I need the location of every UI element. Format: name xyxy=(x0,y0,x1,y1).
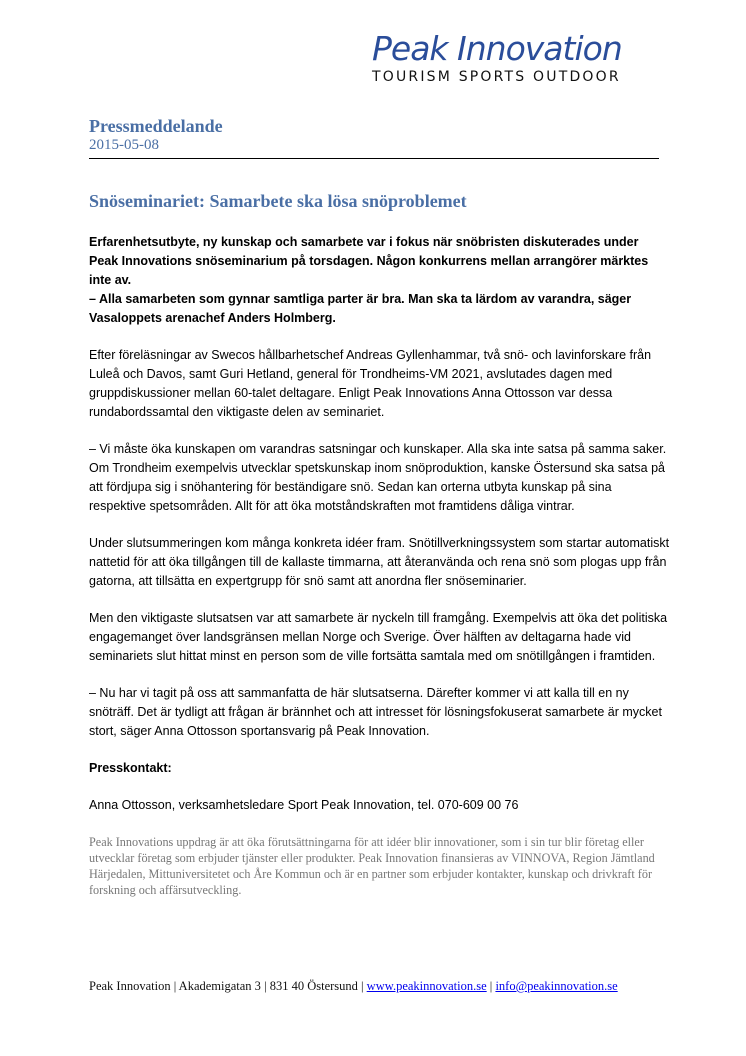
footer-address: Akademigatan 3 xyxy=(178,979,261,993)
paragraph: Under slutsummeringen kom många konkreta idéer fram. Snötillverkningssystem som startar automatiskt nattetid för att öka tillgången till de kallaste timmarna, att återanvända och rena snö som plogas upp från gatorna, att tillsätta en expertgrupp för snö samt att anordna fler snöseminarier. xyxy=(89,536,670,588)
paragraph: Efter föreläsningar av Swecos hållbarhetschef Andreas Gyllenhammar, två snö- och lavinforskare från Luleå och Davos, samt Guri Hetland, general för Trondheims-VM 2021, avslutades dagen med gruppdiskussioner mellan 60-talet deltagare. Enligt Peak Innovations Anna Ottosson var dessa rundabordssamtal den viktigaste delen av seminariet. xyxy=(89,348,652,419)
article-body xyxy=(89,233,671,833)
website-link[interactable]: www.peakinnovation.se xyxy=(366,979,487,993)
footer-separator: | xyxy=(170,979,179,993)
footer-org: Peak Innovation xyxy=(89,979,171,993)
lead-line: Erfarenhetsutbyte, ny kunskap och samarbete var i fokus när snöbristen diskuterades under Peak Innovations snöseminarium på torsdagen. Någon konkurrens mellan arrangörer märktes inte av. xyxy=(89,235,649,287)
paragraph: Men den viktigaste slutsatsen var att samarbete är nyckeln till framgång. Exempelvis att öka det politiska engagemanget över landsgränsen mellan Norge och Sverige. Över hälften av deltagarna hade vid seminariets slut hittat minst en person som de ville fortsätta samtala med om snötillgången i framtiden. xyxy=(89,611,668,663)
document-type: Pressmeddelande xyxy=(89,116,223,136)
paragraph: – Vi måste öka kunskapen om varandras satsningar och kunskaper. Alla ska inte satsa på samma saker. Om Trondheim exempelvis utvecklar spetskunskap inom snöproduktion, kanske Östersund ska satsa på att fördjupa sig i snöhantering för beständigare snö. Sedan kan orterna utbyta kunskap på sina respektive spetsområden. Allt för att öka motståndskraften mot framtidens dåliga vintrar. xyxy=(89,442,667,513)
lead-quote: – Alla samarbeten som gynnar samtliga parter är bra. Man ska ta lärdom av varandra, säger Vasaloppets arenachef Anders Holmberg. xyxy=(89,292,632,325)
footer-separator: | xyxy=(486,979,496,993)
headline: Snöseminariet: Samarbete ska lösa snöproblemet xyxy=(89,191,467,211)
logo-wordmark: Peak Innovation xyxy=(372,29,622,68)
about-text: Peak Innovations uppdrag är att öka förutsättningarna för att idéer blir innovationer, som i sin tur blir företag eller utvecklar företag som erbjuder tjänster eller produkter. Peak Innovation finansieras av VINNOVA, Region Jämtland Härjedalen, Mittuniversitetet och Åre Kommun och är en partner som erbjuder kontakter, kunskap och drivkraft för forskning och affärsutveckling. xyxy=(89,835,655,897)
footer-separator: | xyxy=(260,979,270,993)
email-link[interactable]: info@peakinnovation.se xyxy=(495,979,618,993)
page-footer xyxy=(89,979,618,994)
footer-postal: 831 40 Östersund xyxy=(269,979,358,993)
press-contact-heading: Presskontakt: xyxy=(89,761,172,775)
document-date: 2015-05-08 xyxy=(89,137,159,153)
header-divider xyxy=(89,158,659,159)
peak-innovation-logo xyxy=(372,29,642,85)
logo-tagline: TOURISM SPORTS OUTDOOR xyxy=(372,69,621,85)
paragraph: – Nu har vi tagit på oss att sammanfatta de här slutsatserna. Därefter kommer vi att kalla till en ny snöträff. Det är tydligt att frågan är brännhet och att intresset för lösningsfokuserat samarbete är mycket stort, säger Anna Ottosson sportansvarig på Peak Innovation. xyxy=(89,686,662,738)
press-contact: Anna Ottosson, verksamhetsledare Sport Peak Innovation, tel. 070-609 00 76 xyxy=(89,798,519,812)
footer-separator: | xyxy=(357,979,367,993)
lead-paragraph xyxy=(89,233,671,328)
